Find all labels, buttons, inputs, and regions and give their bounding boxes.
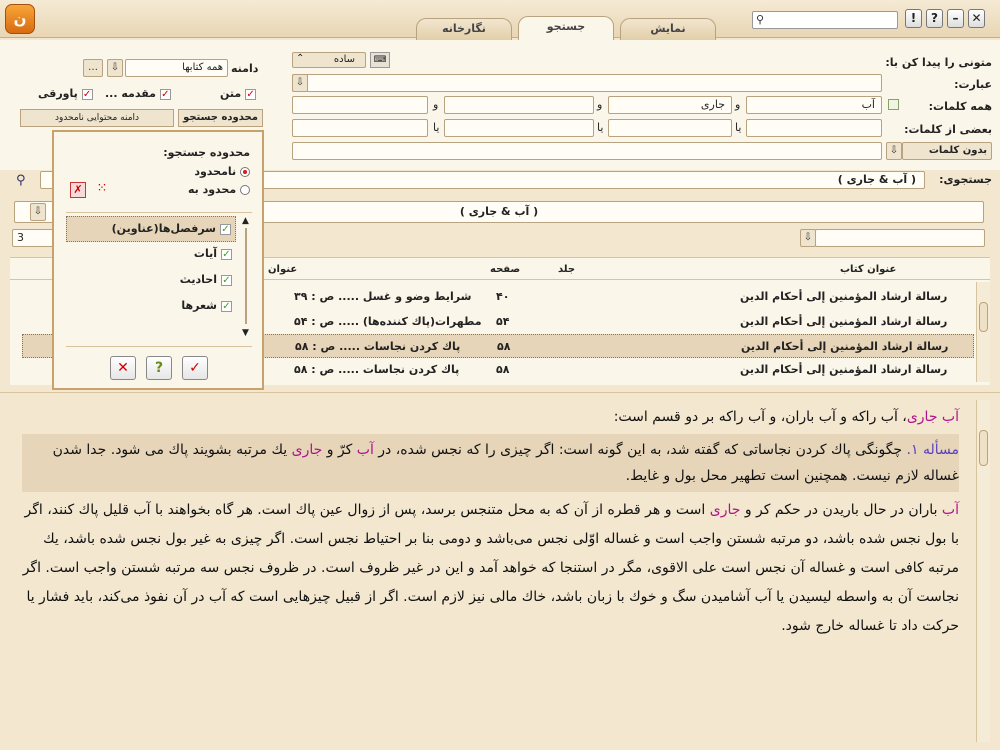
scope-item[interactable] bbox=[66, 216, 236, 242]
checkmark-icon: ✓ bbox=[161, 88, 170, 100]
domain-select[interactable]: همه کتابها bbox=[125, 59, 228, 77]
all-words-field-1[interactable]: آب bbox=[746, 96, 882, 114]
search-scope-value: دامنه محتوایی نامحدود bbox=[20, 109, 174, 127]
checkmark-icon: ✓ bbox=[222, 274, 231, 286]
cancel-icon[interactable]: ✕ bbox=[110, 356, 136, 380]
help-icon[interactable]: ? bbox=[146, 356, 172, 380]
checkmark-icon: ✓ bbox=[222, 248, 231, 260]
or-label-1: یا bbox=[735, 121, 742, 134]
search-mode-value: ساده bbox=[333, 54, 355, 65]
cell-heading: پاك كردن نجاسات ..... ص : ۵۸ bbox=[295, 340, 461, 353]
radio-selected-icon bbox=[240, 167, 250, 177]
find-with-label: متونی را پیدا کن با: bbox=[885, 56, 992, 69]
scope-item-label: سرفصل‌ها(عناوین) bbox=[111, 222, 216, 235]
some-words-field-3[interactable] bbox=[444, 119, 594, 137]
query-label: جستجوی: bbox=[939, 173, 992, 186]
header-title[interactable]: عنوان کتاب bbox=[840, 264, 897, 275]
close-icon[interactable]: ✕ bbox=[968, 9, 985, 28]
all-words-checkbox[interactable] bbox=[888, 99, 899, 110]
scope-item[interactable] bbox=[66, 242, 236, 268]
check-text[interactable]: ✓ متن bbox=[220, 87, 255, 100]
search-scope-popup bbox=[52, 130, 264, 390]
or-label-3: یا bbox=[433, 121, 440, 134]
scope-item[interactable] bbox=[66, 268, 236, 294]
search-run-icon[interactable]: ⚲ bbox=[16, 173, 26, 188]
cell-book-title: رسالة ارشاد المؤمنين إلى أحكام الدين bbox=[741, 340, 949, 353]
domain-dropdown-icon[interactable]: ⇩ bbox=[107, 59, 123, 77]
and-label-1: و bbox=[735, 98, 741, 111]
scope-item-label: آیات bbox=[193, 247, 217, 260]
query-expression: ( آب & جاری ) bbox=[14, 201, 984, 223]
minimize-icon[interactable]: – bbox=[947, 9, 964, 28]
cell-heading: شرایط وضو و غسل ..... ص : ۳۹ bbox=[294, 290, 472, 303]
some-words-field-1[interactable] bbox=[746, 119, 882, 137]
cell-heading: مطهرات(پاك كننده‌ها) ..... ص : ۵۴ bbox=[294, 315, 482, 328]
scope-item-label: شعرها bbox=[181, 299, 217, 312]
confirm-icon[interactable]: ✓ bbox=[182, 356, 208, 380]
cell-book-title: رسالة ارشاد المؤمنين إلى أحكام الدين bbox=[740, 315, 948, 328]
select-all-icon[interactable]: ⁙ bbox=[96, 181, 108, 196]
domain-label: دامنه bbox=[231, 62, 259, 75]
nav-down-icon[interactable]: ⇩ bbox=[30, 203, 46, 221]
phrase-field[interactable] bbox=[292, 74, 882, 92]
and-label-2: و bbox=[597, 98, 603, 111]
check-intro[interactable]: ✓ مقدمه ... bbox=[105, 87, 170, 100]
header-page[interactable]: صفحه bbox=[490, 264, 521, 275]
without-words-select[interactable]: بدون کلمات bbox=[902, 142, 992, 160]
text-scrollbar[interactable] bbox=[976, 400, 990, 742]
radio-icon bbox=[240, 185, 250, 195]
popup-title: محدوده جستجو: bbox=[163, 146, 250, 159]
help-icon[interactable]: ? bbox=[926, 9, 943, 28]
header-heading[interactable]: عنوان bbox=[268, 264, 298, 275]
popup-divider bbox=[66, 212, 252, 213]
scroll-thumb[interactable] bbox=[979, 302, 988, 332]
deselect-all-icon[interactable]: ✗ bbox=[70, 182, 86, 198]
some-words-field-4[interactable] bbox=[292, 119, 428, 137]
title-bar bbox=[0, 0, 1000, 38]
keyboard-icon[interactable]: ⌨ bbox=[370, 52, 390, 68]
without-words-field[interactable] bbox=[292, 142, 882, 160]
more-options-icon[interactable]: … bbox=[83, 59, 103, 77]
scope-item[interactable] bbox=[66, 294, 236, 320]
query-display: ( آب & جاری ) bbox=[40, 171, 925, 189]
chevron-down-icon[interactable]: ⇩ bbox=[886, 142, 902, 160]
tab-search[interactable]: جستجو bbox=[518, 16, 614, 40]
cell-heading: پاك كردن نجاسات ..... ص : ۵۸ bbox=[294, 363, 460, 376]
global-search-input[interactable] bbox=[752, 11, 898, 29]
cell-page: ۵۸ bbox=[496, 363, 510, 376]
filter-dropdown-icon[interactable]: ⇩ bbox=[800, 229, 816, 247]
search-scope-button[interactable]: محدوده جستجو bbox=[178, 109, 263, 127]
tab-gallery[interactable]: نگارخانه bbox=[416, 18, 512, 40]
cell-page: ۵۸ bbox=[497, 340, 511, 353]
page-number-field[interactable]: 3 bbox=[12, 229, 72, 247]
checkmark-icon: ✓ bbox=[221, 223, 230, 235]
popup-divider bbox=[66, 346, 252, 347]
chevron-up-icon: ⌃ bbox=[296, 53, 305, 64]
all-words-field-4[interactable] bbox=[292, 96, 428, 114]
results-scrollbar[interactable] bbox=[976, 282, 990, 382]
paragraph-3: آب باران در حال باریدن در حكم كر و جاری است و هر قطره از آن كه به محل متنجس برسد، پس از زوال عین پاك است. هر گاه بخواهند با آب قلیل پاك كنند، اگر با بول نجس شده باشد، دو مرتبه شستن واجب است و غساله اوّلی نجس می‌باشد و دومی بنا بر احتیاط نجس است. اگر چیزی به غیر بول نجس شده باشد، یك مرتبه كافی است و غساله آن نجس است علی الاقوی، مگر در استنجا كه خواهد آمد و این در غیر ظروف است. در ظروف نجس سه مرتبه شستن واجب است. اگر نجاست آن به واسطه لیسیدن یا آب آشامیدن سگ و خوك با زبان باشد، خاك مالی نیز لازم است. اگر از قبیل چیزهایی است كه آب در آن نفوذ می‌كند، باید فشار یا حركت داد تا غساله خارج شود. bbox=[22, 502, 959, 634]
some-words-label: بعضی از کلمات: bbox=[904, 123, 992, 136]
scope-item-label: احادیث bbox=[179, 273, 217, 286]
and-label-3: و bbox=[433, 98, 439, 111]
check-footnote[interactable]: ✓ پاورقی bbox=[38, 87, 92, 100]
cell-page: ۴۰ bbox=[496, 290, 510, 303]
scroll-thumb[interactable] bbox=[979, 430, 988, 466]
document-text bbox=[22, 400, 977, 740]
some-words-field-2[interactable] bbox=[608, 119, 732, 137]
checkmark-icon: ✓ bbox=[222, 300, 231, 312]
cell-book-title: رسالة ارشاد المؤمنين إلى أحكام الدين bbox=[740, 363, 948, 376]
phrase-label: عبارت: bbox=[954, 78, 992, 91]
header-volume[interactable]: جلد bbox=[558, 264, 576, 275]
radio-limited[interactable]: محدود به bbox=[188, 183, 250, 196]
alert-icon[interactable]: ! bbox=[905, 9, 922, 28]
search-icon: ⚲ bbox=[756, 13, 765, 26]
all-words-field-2[interactable]: جاری bbox=[608, 96, 732, 114]
app-logo: ن bbox=[5, 4, 35, 34]
all-words-label: همه کلمات: bbox=[928, 100, 992, 113]
cell-book-title: رسالة ارشاد المؤمنين إلى أحكام الدين bbox=[740, 290, 948, 303]
or-label-2: یا bbox=[597, 121, 604, 134]
paragraph-1: آب جاری، آب راکه و آب باران، و آب راکه بر دو قسم است: bbox=[613, 409, 959, 425]
cell-page: ۵۴ bbox=[496, 315, 510, 328]
all-words-field-3[interactable] bbox=[444, 96, 594, 114]
radio-unlimited[interactable]: نامحدود bbox=[194, 165, 250, 178]
filter-field[interactable] bbox=[815, 229, 985, 247]
tab-display[interactable]: نمایش bbox=[620, 18, 716, 40]
checkmark-icon: ✓ bbox=[82, 88, 92, 100]
scope-list bbox=[66, 216, 236, 320]
text-divider bbox=[0, 392, 1000, 393]
phrase-dropdown-icon[interactable]: ⇩ bbox=[292, 74, 308, 92]
scope-list-scrollbar[interactable]: ▲ ▼ bbox=[242, 216, 249, 338]
checkmark-icon: ✓ bbox=[246, 88, 255, 100]
search-mode-select[interactable] bbox=[292, 52, 366, 68]
paragraph-2: مسأله ۱. چگونگی پاك كردن نجاساتی كه گفته شد، به این گونه است: اگر چیزی را كه نجس شده، در آب كرّ و جاری یك مرتبه بشویند پاك می شود. جدا شدن غساله لازم نیست. همچنین است تطهیر محل بول و غایط. bbox=[22, 434, 959, 492]
